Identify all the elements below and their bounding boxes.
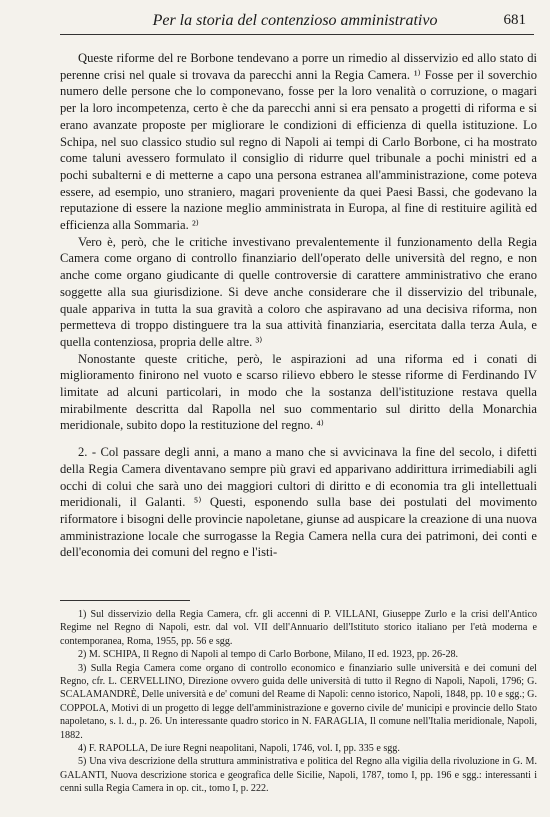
footnote: 4) F. RAPOLLA, De iure Regni neapolitani, Napoli, 1746, vol. I, pp. 335 e sgg. bbox=[78, 743, 400, 755]
footnote: 1) Sul disservizio della Regia Camera, cfr. gli accenni di P. VILLANI, Giuseppe Zurlo e la crisi dell'Antico Regime nel Regno di Napoli, estr. dal vol. VII dell'Annuario dell'Istituto storico italiano per l'età moderna e contemporanea, Roma, 1955, pp. 56 e sgg. bbox=[60, 609, 537, 647]
paragraph: 2. - Col passare degli anni, a mano a mano che si avvicinava la fine del secolo, i difetti della Regia Camera diventavano sempre più gravi ed apparivano addirittura irrimediabili agli occhi di colui che sarà uno dei maggiori cultori di diritto e di economia tra gli intellettuali meridionali, il Galanti. ⁵⁾ Questi, esponendo sulla base dei postulati del movimento riformatore i bisogni delle provincie napoletane, giunse ad auspicare la creazione di una nuova amministrazione locale che surrogasse la Regia Camera nella cura dei patrimoni, dei conti e dell'economia dei comuni del regno e l'isti- bbox=[60, 445, 537, 560]
running-title: Per la storia del contenzioso amministrativo bbox=[152, 12, 438, 29]
footnote: 2) M. SCHIPA, Il Regno di Napoli al tempo di Carlo Borbone, Milano, II ed. 1923, pp. 26-28. bbox=[78, 649, 459, 661]
body-text bbox=[60, 50, 537, 561]
footnote: 3) Sulla Regia Camera come organo di controllo economico e finanziario sulle università e dei comuni del Regno, cfr. L. CERVELLINO, Direzione ovvero guida delle università di tutto il Regno di Napoli, Napoli, 1796; G. SCALAMANDRÈ, Delle università e de' comuni del Reame di Napoli: cenno istorico, Napoli, 1848, pp. 10 e sgg.; G. COPPOLA, Motivi di un progetto di legge dell'amministrazione e governo civile de' municipi e provincie dello Stato napoletano, s. l. d., p. 26. Un interessante quadro storico in N. FARAGLIA, Il comune nell'Italia meridionale, Napoli, 1882. bbox=[60, 662, 537, 741]
page-number: 681 bbox=[503, 12, 526, 28]
header-rule bbox=[60, 34, 534, 35]
footnote: 5) Una viva descrizione della struttura amministrativa e politica del Regno alla vigilia della rivoluzione in G. M. GALANTI, Nuova descrizione storica e geografica delle Sicilie, Napoli, 1787, tomo I, pp. 196 e sgg.: interessanti i cenni sulla Regia Camera in op. cit., tomo I, p. 222. bbox=[60, 756, 537, 795]
paragraph: Vero è, però, che le critiche investivano prevalentemente il funzionamento della Regia Camera come organo di controllo finanziario dell'operato delle università del regno, e non anche come organo giudicante di quelle controversie di carattere amministrativo che erano soggette alla sua giurisdizione. Si deve anche considerare che il disservizio del tribunale, quale appariva in tutta la sua gravità a coloro che aspiravano ad una decisiva riforma, non permetteva di troppo distinguere tra la sua attività finanziaria, esercitata dalla terza Aula, e quella contenziosa, propria delle altre. ³⁾ bbox=[60, 234, 537, 349]
footnotes bbox=[60, 608, 537, 796]
paragraph: Queste riforme del re Borbone tendevano a porre un rimedio al disservizio ed allo stato di perenne crisi nel quale si trovava da parecchi anni la Regia Camera. ¹⁾ Fosse per il soverchio numero delle persone che lo componevano, fosse per la loro venalità o corruzione, o magari per la loro incompetenza, certo è che da parecchi anni si era pensato a progetti di riforma e si erano avanzate proposte per migliorare le condizioni di efficienza di quella istituzione. Lo Schipa, nel suo classico studio sul regno di Napoli ai tempi di Carlo Borbone, ci ha mostrato come taluni avessero formulato il consiglio di ridurre quel tribunale a pochi ministri ed a pochi subalterni e di metterne a capo una persona estranea all'amministrazione, come poteva essere, ad esempio, uno straniero, magari proveniente da quei Paesi Bassi, che godevano la reputazione di essere la nazione meglio amministrata in Europa, al fine di restituire agilità ed efficienza alla Sommaria. ²⁾ bbox=[60, 51, 537, 233]
paragraph: Nonostante queste critiche, però, le aspirazioni ad una riforma ed i conati di miglioramento finirono nel vuoto e scarso rilievo ebbero le stesse riforme di Ferdinando IV limitate ad alcuni particolari, in modo che la sostanza dell'istituzione restava quella mirabilmente descritta dal Rapolla nel suo commentario sul diritto della Monarchia meridionale, subito dopo la restituzione del regno. ⁴⁾ bbox=[60, 351, 537, 433]
footnote-rule bbox=[60, 600, 190, 601]
